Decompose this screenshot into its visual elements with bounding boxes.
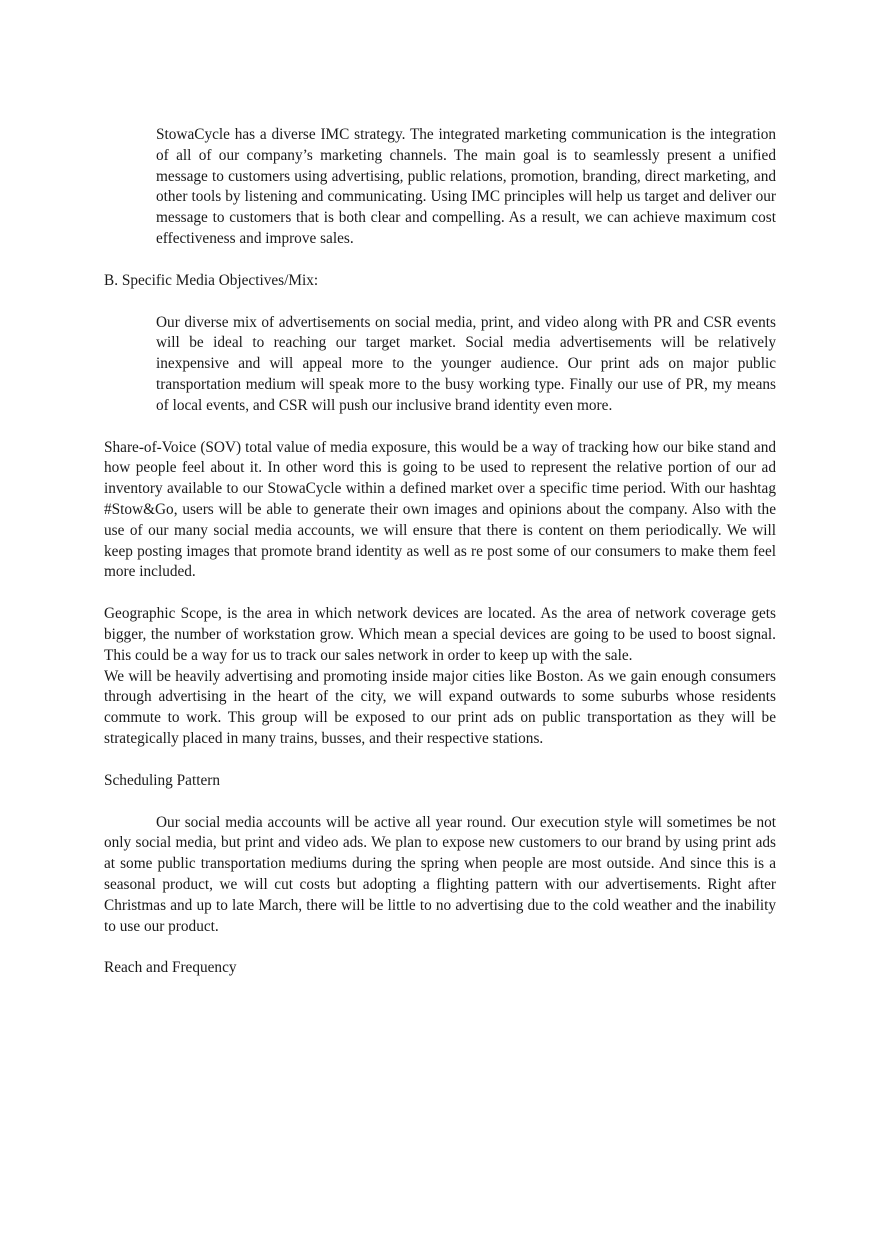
share-of-voice-paragraph: Share-of-Voice (SOV) total value of media exposure, this would be a way of tracking how our bike stand and how people feel about it. In other word this is going to be used to represent the relative portion of our ad inventory available to our StowaCycle within a defined market over a specific time period. With our hashtag #Stow&Go, users will be able to generate their own images and opinions about the company. Also with the use of our many social media accounts, we will ensure that there is content on them periodically. We will keep posting images that promote brand identity as well as re post some of our consumers to make them feel more included. <box>104 438 776 581</box>
geographic-scope-paragraph: Geographic Scope, is the area in which network devices are located. As the area of network coverage gets bigger, the number of workstation grow. Which mean a special devices are going to be used to boost signal. This could be a way for us to track our sales network in order to keep up with the sale. <box>104 605 776 664</box>
scheduling-pattern-paragraph: Our social media accounts will be active all year round. Our execution style will sometimes be not only social media, but print and video ads. We plan to expose new customers to our brand by using print ads at some public transportation mediums during the spring when people are most outside. And since this is a seasonal product, we will cut costs but adopting a flighting pattern with our advertisements. Right after Christmas and up to late March, there will be little to no advertising due to the cold weather and the inability to use our product. <box>104 813 776 935</box>
reach-frequency-heading: Reach and Frequency <box>104 959 237 977</box>
media-objectives-heading: B. Specific Media Objectives/Mix: <box>104 271 319 289</box>
spacer <box>104 937 776 958</box>
imc-strategy-paragraph: StowaCycle has a diverse IMC strategy. The integrated marketing communication is the integration of all of our company’s marketing channels. The main goal is to seamlessly present a unified message to customers using advertising, public relations, promotion, branding, direct marketing, and other tools by listening and communicating. Using IMC principles will help us target and deliver our message to customers that is both clear and compelling. As a result, we can achieve maximum cost effectiveness and improve sales. <box>156 126 776 247</box>
spacer <box>104 750 776 771</box>
scheduling-pattern-heading: Scheduling Pattern <box>104 771 220 789</box>
spacer <box>104 792 776 813</box>
spacer <box>104 583 776 604</box>
geographic-expansion-paragraph: We will be heavily advertising and promoting inside major cities like Boston. As we gain enough consumers through advertising in the heart of the city, we will expand outwards to some suburbs whose residents commute to work. This group will be exposed to our print ads on public transportation as they will be strategically placed in many trains, busses, and their respective stations. <box>104 667 776 747</box>
spacer <box>104 250 776 271</box>
spacer <box>104 417 776 438</box>
media-mix-paragraph: Our diverse mix of advertisements on social media, print, and video along with PR and CSR events will be ideal to reaching our target market. Social media advertisements will be relatively inexpensive and will appeal more to the younger audience. Our print ads on major public transportation medium will speak more to the busy working type. Finally our use of PR, my means of local events, and CSR will push our inclusive brand identity even more. <box>156 313 776 414</box>
document-body <box>104 125 776 979</box>
spacer <box>104 292 776 313</box>
